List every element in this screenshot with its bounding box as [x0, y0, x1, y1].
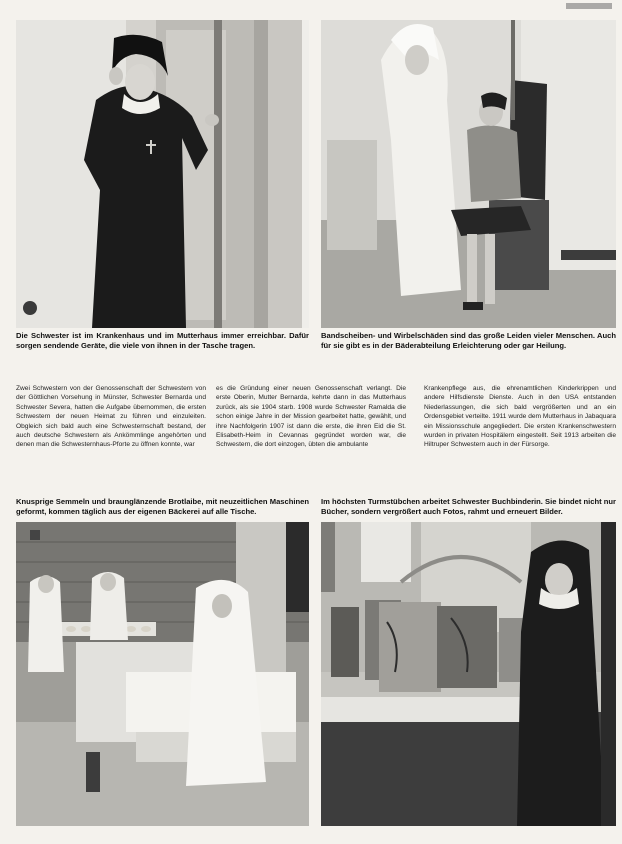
article-column-1: Zwei Schwestern von der Genossenschaft der Schwestern von der Göttlichen Vorsehung in Münster, Schwester Bernarda und Schwester Severa, hatten die Aufgabe übernommen, die ersten Schwestern der neuen Heimat zu führen und einzuleiten. Obgleich sich bald auch eine Schwesternschaft bestand, der auch deutsche Schwestern als Ankömmlinge angehörten und denen man die Schwesternhaus-Pforte zu öffnen konnte, war: [16, 385, 206, 449]
article-column-2: es die Gründung einer neuen Genossenschaft verlangt. Die erste Oberin, Mutter Bernarda, kehrte dann in das Mutterhaus zurück, als sie 1904 starb. 1908 wurde Schwester Ramalda die schon einige Jahre in der Mission gearbeitet hatte, gewählt, und ihre Nachfolgerin 1907 ist dann die erste, die ihren Eid die St. Elisabeth-Heim in Cevannas gegründet worden war, die Schwestern, die dort einzogen, übten die ambulante: [216, 385, 406, 449]
photo-bookbinder: [321, 522, 616, 826]
caption-therapy: Bandscheiben- und Wirbelschäden sind das große Leiden vieler Menschen. Auch für sie gibt es in der Bäderabteilung Erleichterung oder gar Heilung.: [321, 331, 616, 350]
caption-bookbinder: Im höchsten Turmstübchen arbeitet Schwester Buchbinderin. Sie bindet nicht nur Bücher, sondern vergrößert auch Fotos, rahmt und erneuert Bilder.: [321, 497, 616, 516]
page-edge-mark: [566, 3, 612, 9]
photo-bakery: [16, 522, 309, 826]
photo-nun-with-pager: [16, 20, 309, 328]
caption-pager: Die Schwester ist im Krankenhaus und im Mutterhaus immer erreichbar. Dafür sorgen sendende Geräte, die viele von ihnen in der Tasche tragen.: [16, 331, 309, 350]
photo-traction-therapy: [321, 20, 616, 328]
caption-bakery: Knusprige Semmeln und braunglänzende Brotlaibe, mit neuzeitlichen Maschinen geformt, kommen täglich aus der eigenen Bäckerei auf alle Tische.: [16, 497, 309, 516]
article-column-3: Krankenpflege aus, die ehrenamtlichen Kinderkrippen und andere Hilfsdienste Dienste. Auch in den USA entstanden Niederlassungen, die sich bald vergrößerten und an ein Ordensgebiet verteilte. 1911 wurde dem Mutterhaus in Jabaquara ein Missionsschule angegliedert. Die ersten Krankenschwestern wurden in privaten Hospitälern eingestellt. Seit 1913 arbeiten die Hiltruper Schwestern auch in der Fürsorge.: [424, 385, 616, 449]
